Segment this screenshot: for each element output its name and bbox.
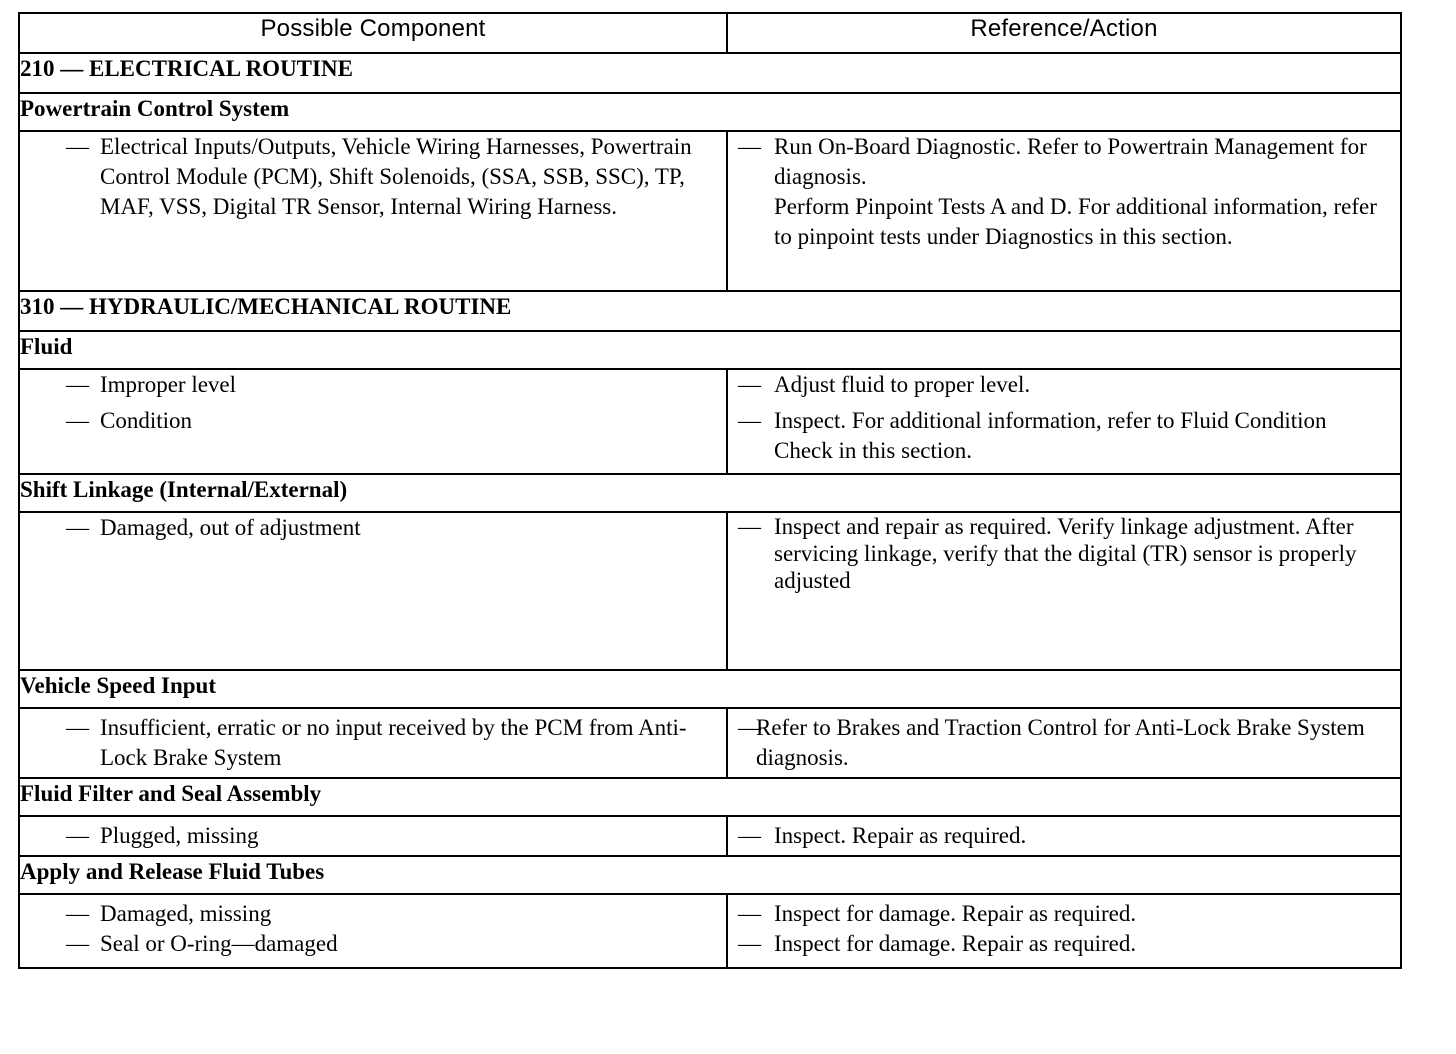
dash: — (66, 372, 89, 397)
component-text: Electrical Inputs/Outputs, Vehicle Wiring Harnesses, Powertrain Control Module (PCM), Shift Solenoids, (SSA, SSB, SSC), TP, MAF, VSS, Digital TR Sensor, Internal Wiring Harness. (100, 134, 692, 219)
action-item (728, 132, 1400, 252)
dash: — (738, 715, 761, 740)
component-cell (19, 894, 727, 968)
header-possible-component: Possible Component (19, 13, 727, 53)
component-item (20, 132, 726, 222)
powertrain-control-system-title: Powertrain Control System (19, 93, 1401, 131)
dash: — (66, 515, 89, 540)
action-cell (727, 369, 1401, 474)
dash: — (738, 408, 761, 433)
component-text: Condition (100, 408, 193, 433)
table-row (19, 894, 1401, 968)
dash: — (66, 901, 89, 926)
dash: — (738, 514, 761, 539)
section-310-title: 310 — HYDRAULIC/MECHANICAL ROUTINE (19, 291, 1401, 331)
header-reference-action: Reference/Action (727, 13, 1401, 53)
subsection-row (19, 93, 1401, 131)
action-text: Inspect. For additional information, refer to Fluid Condition Check in this section. (774, 408, 1327, 463)
action-cell (727, 131, 1401, 291)
action-cell (727, 816, 1401, 856)
component-cell (19, 816, 727, 856)
dash: — (738, 134, 761, 159)
component-item (20, 821, 726, 851)
action-item (728, 899, 1400, 929)
action-text: Adjust fluid to proper level. (774, 372, 1031, 397)
component-item (20, 406, 726, 436)
dash: — (738, 931, 761, 956)
dash: — (66, 931, 89, 956)
action-item (728, 821, 1400, 851)
component-cell (19, 512, 727, 670)
subsection-row (19, 778, 1401, 816)
action-item (728, 406, 1400, 466)
component-text: Improper level (100, 372, 237, 397)
subsection-row (19, 670, 1401, 708)
table-row (19, 708, 1401, 778)
dash: — (66, 715, 89, 740)
action-text: Refer to Brakes and Traction Control for Anti-Lock Brake System diagnosis. (756, 715, 1365, 770)
action-text: Inspect for damage. Repair as required. (774, 931, 1137, 956)
component-text: Insufficient, erratic or no input received by the PCM from Anti-Lock Brake System (100, 715, 687, 770)
fluid-filter-title: Fluid Filter and Seal Assembly (19, 778, 1401, 816)
action-text: Inspect for damage. Repair as required. (774, 901, 1137, 926)
component-item (20, 513, 726, 543)
component-cell (19, 369, 727, 474)
section-row (19, 53, 1401, 93)
dash: — (738, 372, 761, 397)
action-cell (727, 894, 1401, 968)
diagnosis-table (18, 12, 1402, 969)
table-row (19, 816, 1401, 856)
action-cell (727, 512, 1401, 670)
fluid-tubes-title: Apply and Release Fluid Tubes (19, 856, 1401, 894)
action-text: Run On-Board Diagnostic. Refer to Powertrain Management for diagnosis. (774, 134, 1367, 189)
section-row (19, 291, 1401, 331)
component-text: Seal or O-ring—damaged (100, 931, 338, 956)
action-cell (727, 708, 1401, 778)
action-item (728, 713, 1400, 773)
table-row (19, 512, 1401, 670)
component-text: Damaged, out of adjustment (100, 515, 361, 540)
table-header-row (19, 13, 1401, 53)
subsection-row (19, 856, 1401, 894)
subsection-row (19, 331, 1401, 369)
action-text: Inspect and repair as required. Verify linkage adjustment. After servicing linkage, verify that the digital (TR) sensor is properly adjusted (774, 514, 1357, 593)
component-item (20, 899, 726, 929)
dash: — (738, 823, 761, 848)
dash: — (738, 901, 761, 926)
section-210-title: 210 — ELECTRICAL ROUTINE (19, 53, 1401, 93)
fluid-title: Fluid (19, 331, 1401, 369)
component-item (20, 370, 726, 400)
component-text: Plugged, missing (100, 823, 259, 848)
component-cell (19, 131, 727, 291)
action-text: Inspect. Repair as required. (774, 823, 1027, 848)
component-text: Damaged, missing (100, 901, 272, 926)
dash: — (66, 134, 89, 159)
shift-linkage-title: Shift Linkage (Internal/External) (19, 474, 1401, 512)
dash: — (66, 823, 89, 848)
action-item (728, 513, 1400, 594)
action-text-continued: Perform Pinpoint Tests A and D. For additional information, refer to pinpoint tests under Diagnostics in this section. (774, 194, 1377, 249)
table-row (19, 131, 1401, 291)
dash: — (66, 408, 89, 433)
component-item (20, 713, 726, 773)
vehicle-speed-input-title: Vehicle Speed Input (19, 670, 1401, 708)
action-item (728, 929, 1400, 959)
table-row (19, 369, 1401, 474)
subsection-row (19, 474, 1401, 512)
action-item (728, 370, 1400, 400)
component-item (20, 929, 726, 959)
component-cell (19, 708, 727, 778)
